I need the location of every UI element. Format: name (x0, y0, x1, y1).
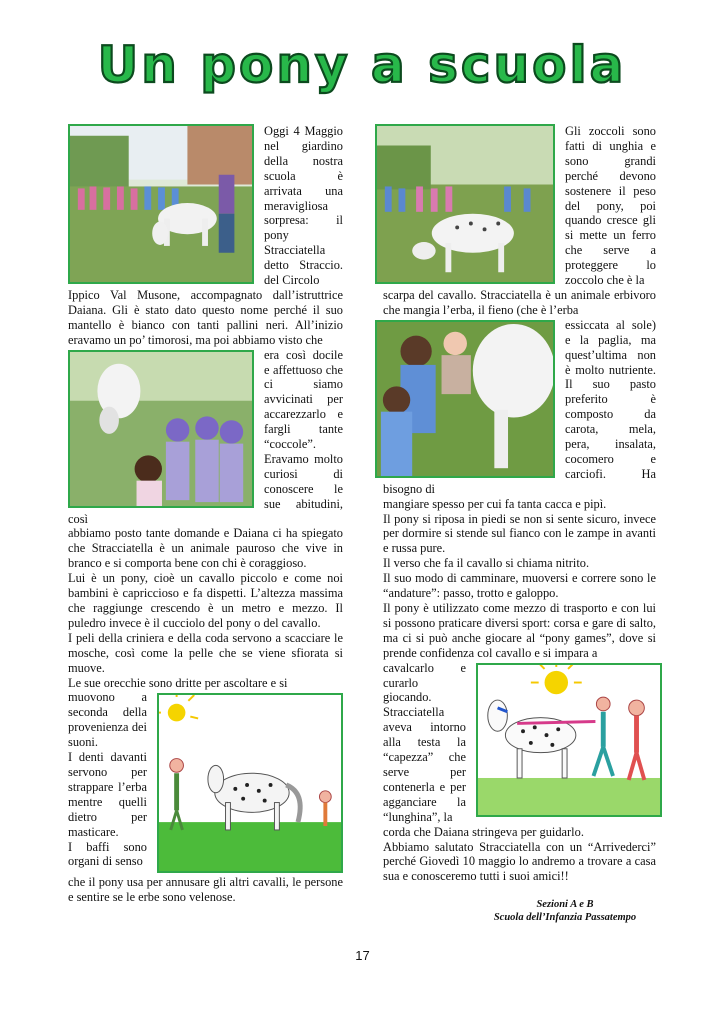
left-column (68, 124, 343, 905)
right-paragraph-1-continued: scarpa del cavallo. Stracciatella è un animale erbivoro che mangia l’erba, il fieno (che è l’erba (383, 287, 656, 317)
left-paragraph-1-wrapped: Oggi 4 Maggio nel giardino della nostra scuola è arrivata una meravigliosa sorpresa: il pony Stracciatella detto Straccio. del Circolo (264, 124, 343, 288)
right-paragraph-7-continued: corda che Daiana stringeva per guidarlo. (383, 824, 584, 839)
right-paragraph-5: Il suo modo di camminare, muoversi e correre sono le “andature”: passo, trotto e galoppo. (383, 571, 656, 601)
page-title (0, 36, 725, 96)
left-paragraph-6: I denti davanti servono per strappare l’erba mentre quelli dietro per masticare. (68, 750, 147, 839)
left-paragraph-7-continued: che il pony usa per annusare gli altri cavalli, le persone e sentire se le erbe sono velenose. (68, 875, 343, 905)
drawing-pony-with-girls (476, 663, 662, 817)
photo-pony-grazing (375, 124, 555, 284)
right-paragraph-2-continued: mangiare spesso per cui fa tanta cacca e pipì. (383, 496, 607, 511)
left-paragraph-5-intro: Le sue orecchie sono dritte per ascoltare e si (68, 675, 288, 690)
left-paragraph-2-wrapped: era così docile e affettuoso che ci siamo avvicinati per accarezzarlo e fargli tante “coccole”. Eravamo molto curiosi di conoscere le sue abitudini, così (68, 347, 343, 526)
right-paragraph-4: Il verso che fa il cavallo si chiama nitrito. (383, 556, 590, 571)
signature-sections: Sezioni A e B (536, 899, 594, 910)
left-paragraph-5-wrapped: muovono a seconda della provenienza dei suoni. (68, 690, 147, 750)
photo-children-with-pony (68, 124, 254, 284)
left-paragraph-1-continued: Ippico Val Musone, accompagnato dall’istruttrice Daiana. Gli è stato dato questo nome perché il suo mantello è bianco con tanti pallini neri. All’inizio eravamo un po’ timorosi, ma poi abbiamo visto che (68, 287, 343, 347)
title-text: Un pony a scuola (97, 36, 627, 94)
right-column (383, 124, 656, 884)
right-paragraph-2-wrapped: essiccata al sole) e la paglia, ma quest’ultima non è molto nutriente. Il suo pasto preferito è composto da carota, mela, pera, insalata, cocomero e carciofi. Ha bisogno di (383, 317, 656, 496)
right-paragraph-6: Il pony è utilizzato come mezzo di trasporto e con lui si possono praticare diversi sport: corsa e gare di salto, ma ci si può anche giocare al “pony games”, dove si prende confidenza col cavallo e si impara a (383, 601, 656, 660)
right-paragraph-3: Il pony si riposa in piedi se non si sente sicuro, invece per dormire si stende sul fianco con le zampe in avanti e russa pure. (383, 511, 656, 556)
right-paragraph-8: Abbiamo salutato Stracciatella con un “Arrivederci” perché Giovedì 10 maggio lo andremo a trovare a casa sua e conosceremo tutti i suoi amici!! (383, 839, 656, 884)
title-graphic (0, 36, 725, 96)
left-paragraph-2-continued: abbiamo posto tante domande e Daiana ci ha spiegato che Stracciatella è un animale pauroso che vive in branco e si comporta bene con chi è coraggioso. (68, 526, 343, 571)
signature-block (470, 898, 660, 924)
right-paragraph-7-wrapped: cavalcarlo e curarlo giocando. Stracciatella aveva intorno alla testa la “capezza” che serve per contenerla e per agganciare la “lunghina”, la (383, 660, 466, 824)
signature-school: Scuola dell’Infanzia Passatempo (493, 912, 637, 923)
left-paragraph-4: I peli della criniera e della coda servono a scacciare le mosche, così come la pelle che se viene sfiorata si muove. (68, 630, 343, 675)
drawing-pony-children (157, 693, 343, 873)
photo-children-petting-pony (68, 350, 254, 508)
right-paragraph-1-wrapped: Gli zoccoli sono fatti di unghia e sono grandi perché devono sostenere il peso del pony, poi quando cresce gli si mette un ferro che serve a proteggere lo zoccolo che è la (565, 124, 656, 288)
page-number: 17 (355, 948, 370, 963)
left-paragraph-3: Lui è un pony, cioè un cavallo piccolo e come noi bambini è capriccioso e fa dispetti. L’altezza massima che raggiunge crescendo è un metro e mezzo. Il puledro invece è il cucciolo del pony o del cavallo. (68, 571, 343, 630)
photo-children-touching-hoof (375, 320, 555, 478)
left-paragraph-7-wrapped: I baffi sono organi di senso (68, 839, 147, 869)
